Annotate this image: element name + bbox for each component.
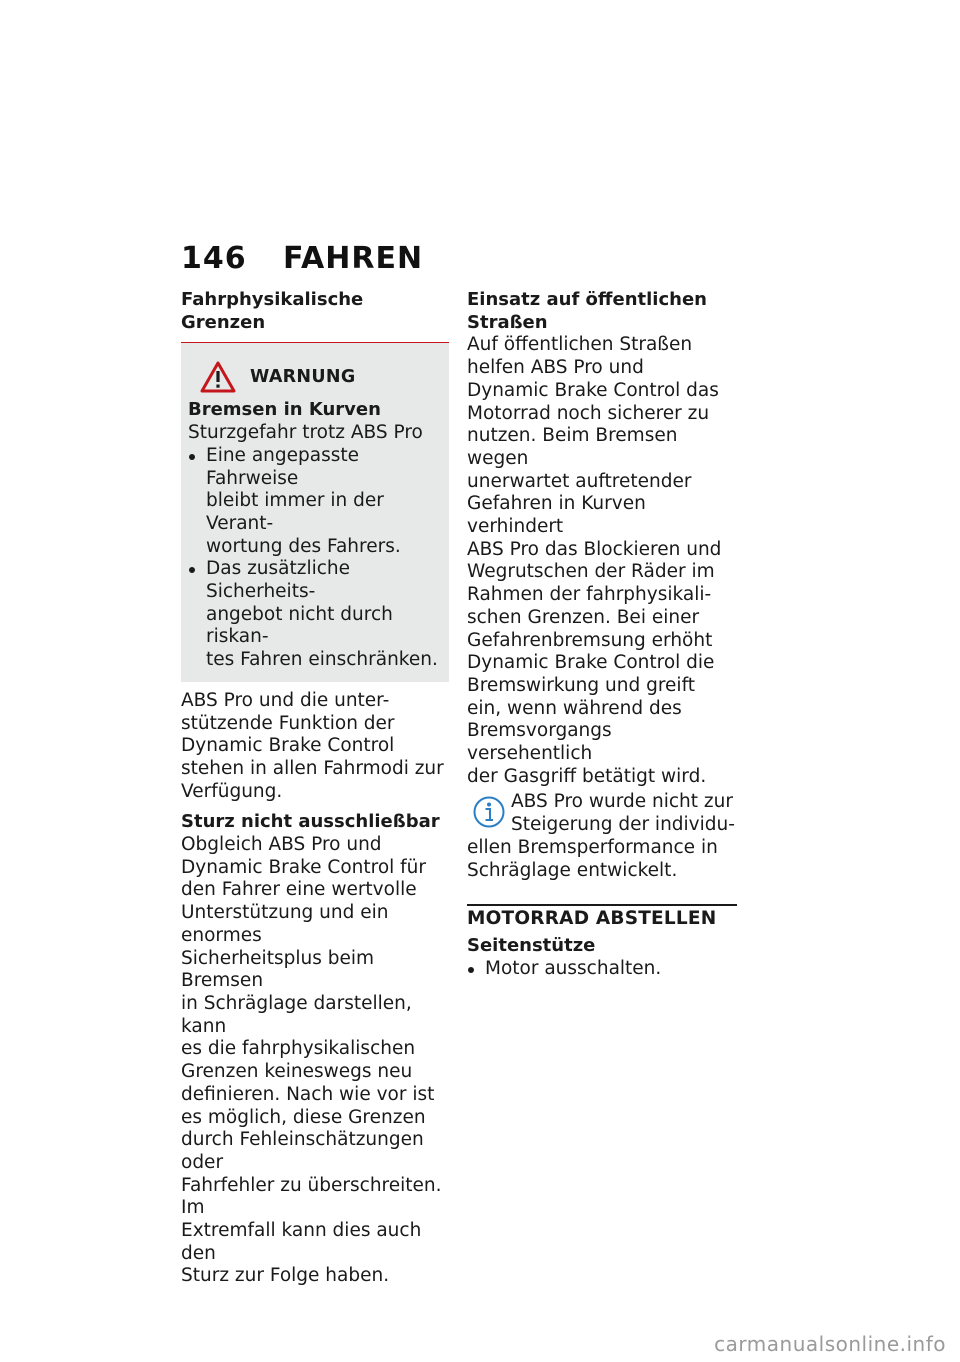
text-line: durch Fehleinschätzungen oder [181,1129,424,1173]
text-line: Obgleich ABS Pro und [181,834,382,856]
warning-bullet [188,558,441,672]
section-title-line: Straßen [467,311,548,333]
text-line: es die fahrphysikalischen [181,1038,416,1060]
info-text-line: ellen Bremsperformance in [467,836,718,858]
section-title-oeffentliche-strassen [467,289,737,334]
step-bullet: Motor ausschalten. [467,958,737,981]
warning-bullet-line: tes Fahren einschränken. [206,649,438,671]
page-number: 146 [181,241,247,276]
text-line: Gefahren in Kurven verhindert [467,493,646,538]
info-text-line: Schräglage entwickelt. [467,859,678,881]
paragraph-sturz [181,834,449,1288]
warning-subtitle: Sturzgefahr trotz ABS Pro [188,422,423,444]
subsection-title-sturz: Sturz nicht ausschließbar [181,811,440,833]
text-line: stützende Funktion der [181,712,395,734]
text-line: Fahrfehler zu überschreiten. Im [181,1174,442,1219]
text-line: helfen ABS Pro und [467,357,644,379]
paragraph-abs-pro-availability [181,690,449,804]
text-line: ABS Pro und die unter- [181,689,390,711]
text-line: Extremfall kann dies auch den [181,1220,422,1264]
chapter-title-motorrad-abstellen: MOTORRAD ABSTELLEN [467,908,717,930]
text-line: ABS Pro das Blockieren und [467,538,722,560]
text-line: Bremsvorgangs versehentlich [467,720,612,765]
info-text-line: Steigerung der individu- [511,814,735,836]
left-column [181,289,449,1288]
info-icon [472,795,506,831]
text-line: Grenzen keineswegs neu [181,1061,413,1083]
watermark[interactable]: carmanualsonline.info [714,1332,946,1356]
page-header [181,241,423,276]
chapter-title-header: FAHREN [283,241,424,276]
text-line: Sturz zur Folge haben. [181,1265,390,1287]
text-line: Auf öffentlichen Straßen [467,334,693,356]
warning-header [188,357,441,397]
text-line: Dynamic Brake Control die [467,652,715,674]
warning-bullet-line: Eine angepasste Fahrweise [206,444,359,489]
text-line: ein, wenn während des [467,697,682,719]
text-line: definieren. Nach wie vor ist [181,1083,435,1105]
text-line: nutzen. Beim Bremsen wegen [467,425,678,469]
warning-title: Bremsen in Kurven [188,399,381,421]
warning-bullet-line: angebot nicht durch riskan- [206,603,393,648]
info-text-line: ABS Pro wurde nicht zur [511,791,733,813]
text-line: Sicherheitsplus beim Bremsen [181,947,374,992]
text-line: in Schräglage darstellen, kann [181,992,412,1037]
warning-bullet-line: bleibt immer in der Verant- [206,490,384,534]
section-title-fahrphysikalische-grenzen: Fahrphysikalische Grenzen [181,289,364,333]
text-line: schen Grenzen. Bei einer [467,606,700,628]
paragraph-oeffentliche-strassen [467,334,737,788]
warning-bullet-line: wortung des Fahrers. [206,535,401,557]
warning-triangle-icon [200,361,236,393]
warning-bullet [188,445,441,559]
warning-bullet-line: Das zusätzliche Sicherheits- [206,558,351,603]
warning-label: WARNUNG [250,367,356,388]
text-line: Unterstützung und ein enormes [181,902,389,946]
text-line: den Fahrer eine wertvolle [181,879,417,901]
section-title-line: Einsatz auf öffentlichen [467,289,707,310]
text-line: unerwartet auftretender [467,470,692,492]
text-line: stehen in allen Fahrmodi zur [181,757,444,779]
text-line: Motorrad noch sicherer zu [467,402,710,424]
text-line: Dynamic Brake Control das [467,379,719,401]
text-line: Gefahrenbremsung erhöht [467,629,713,651]
info-note [467,791,737,882]
text-line: Wegrutschen der Räder im [467,561,715,583]
right-column [467,289,737,980]
text-line: Bremswirkung und greift [467,674,696,696]
text-line: Rahmen der fahrphysikali- [467,584,712,606]
text-line: Dynamic Brake Control für [181,856,427,878]
warning-box [181,342,449,681]
text-line: Verfügung. [181,780,283,802]
subsection-title-seitenstuetze: Seitenstütze [467,934,596,956]
chapter-divider [467,904,737,906]
text-line: es möglich, diese Grenzen [181,1106,426,1128]
text-line: der Gasgriff betätigt wird. [467,765,707,787]
text-line: Dynamic Brake Control [181,735,395,757]
